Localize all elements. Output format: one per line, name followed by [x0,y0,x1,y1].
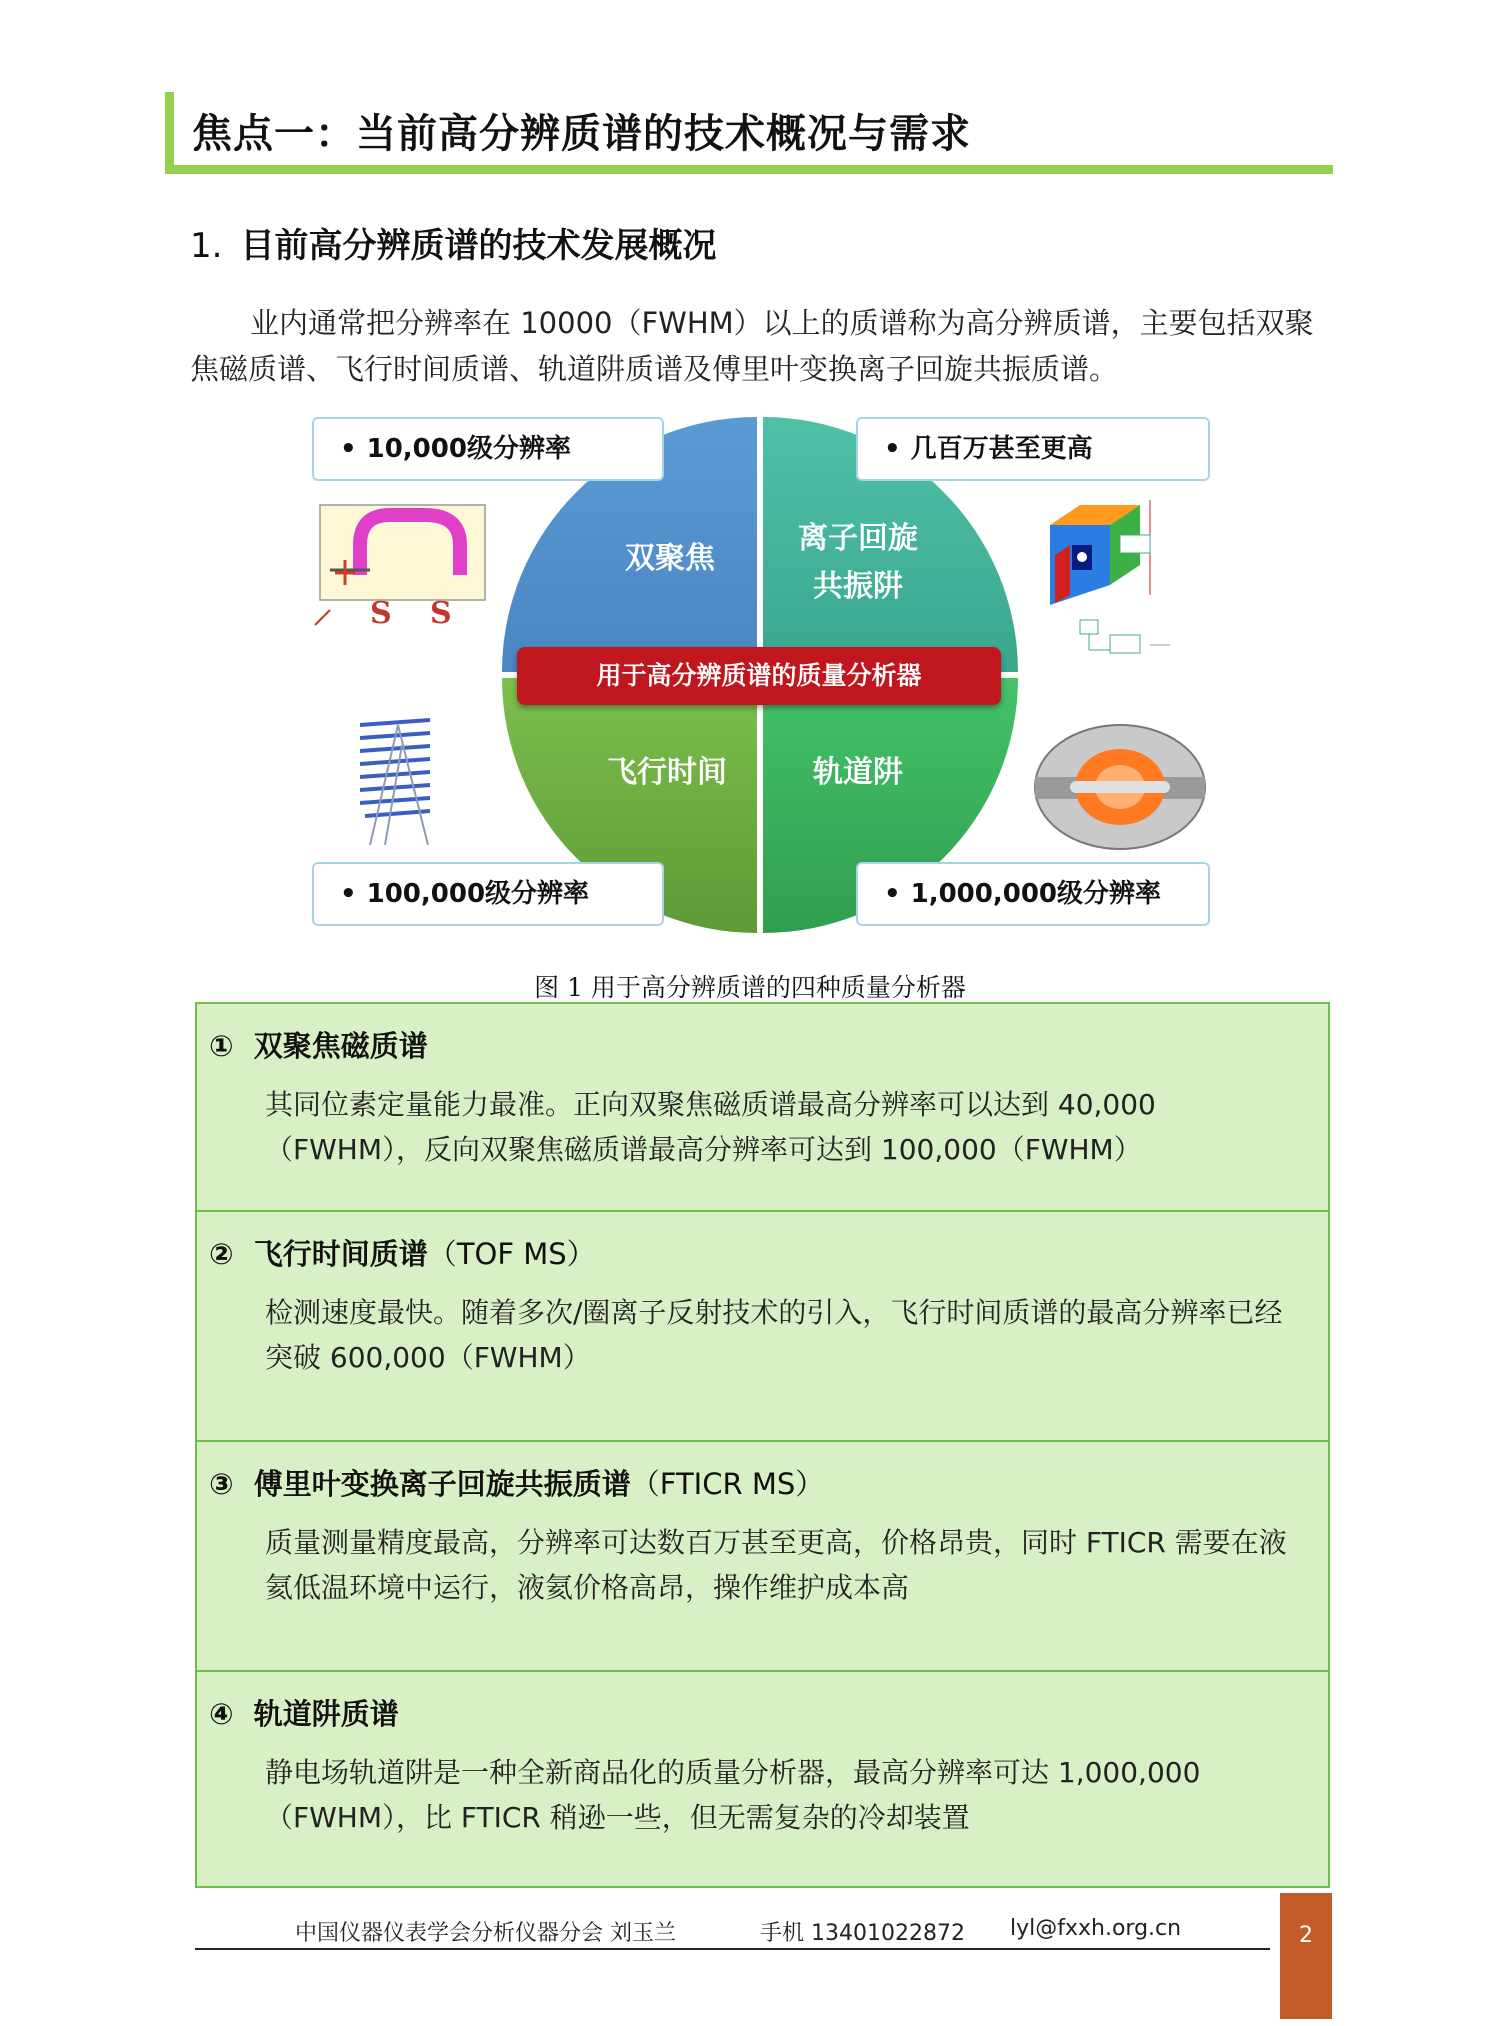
box-tof [195,1210,1330,1442]
box-double-focus [195,1002,1330,1212]
box-body: 静电场轨道阱是一种全新商品化的质量分析器，最高分辨率可达 1,000,000（FWHM），比 FTICR 稍逊一些，但无需复杂的冷却装置 [265,1756,1201,1834]
box-fticr [195,1440,1330,1672]
callout-100000-resolution: • 100,000级分辨率 [312,862,664,926]
svg-text:S: S [370,596,392,631]
page-footer [195,1908,1270,1950]
footer-email: lyl@fxxh.org.cn [1010,1916,1182,1941]
sub-heading-number: 1. [190,226,223,266]
box-body: 质量测量精度最高，分辨率可达数百万甚至更高，价格昂贵，同时 FTICR 需要在液氦低温环境中运行，液氦价格高昂，操作维护成本高 [265,1526,1287,1604]
analyzer-banner: 用于高分辨质谱的质量分析器 [517,647,1001,705]
box-title: ① 双聚焦磁质谱 [209,1029,428,1063]
box-title: ④ 轨道阱质谱 [209,1697,399,1731]
box-body: 检测速度最快。随着多次/圈离子反射技术的引入，飞行时间质谱的最高分辨率已经突破 600,000（FWHM） [265,1296,1283,1374]
svg-text:S: S [430,596,452,631]
quadrant-label-tof: 飞行时间 [607,755,727,790]
quadrant-label-orbitrap: 轨道阱 [813,755,903,790]
footer-org: 中国仪器仪表学会分析仪器分会 刘玉兰 [295,1921,676,1946]
icr-cell-icon [1050,500,1170,653]
sub-heading [190,218,716,267]
footer-phone: 手机 13401022872 [760,1921,965,1946]
page-number: 2 [1280,1893,1332,2019]
box-title: ② 飞行时间质谱（TOF MS） [209,1237,596,1271]
section-title: 焦点一：当前高分辨质谱的技术概况与需求 [192,111,971,157]
callout-millions-resolution: • 几百万甚至更高 [856,417,1210,481]
quadrant-label-double-focus: 双聚焦 [625,541,715,576]
sub-heading-text: 目前高分辨质谱的技术发展概况 [240,226,717,266]
box-title: ③ 傅里叶变换离子回旋共振质谱（FTICR MS） [209,1467,825,1501]
section-header [165,92,1333,174]
callout-1000000-resolution: • 1,000,000级分辨率 [856,862,1210,926]
callout-10000-resolution: • 10,000级分辨率 [312,417,664,481]
quadrant-label-icr: 离子回旋 共振阱 [798,521,918,604]
figure-caption: 图 1 用于高分辨质谱的四种质量分析器 [534,973,966,1002]
analyzer-figure [310,405,1210,945]
magnetic-sector-icon [315,505,485,631]
box-body: 其同位素定量能力最准。正向双聚焦磁质谱最高分辨率可以达到 40,000（FWHM），反向双聚焦磁质谱最高分辨率可达到 100,000（FWHM） [265,1088,1156,1166]
intro-paragraph: 业内通常把分辨率在 10000（FWHM）以上的质谱称为高分辨质谱，主要包括双聚焦磁质谱、飞行时间质谱、轨道阱质谱及傅里叶变换离子回旋共振质谱。 [190,306,1314,386]
box-orbitrap [195,1670,1330,1888]
orbitrap-icon [1035,725,1205,849]
